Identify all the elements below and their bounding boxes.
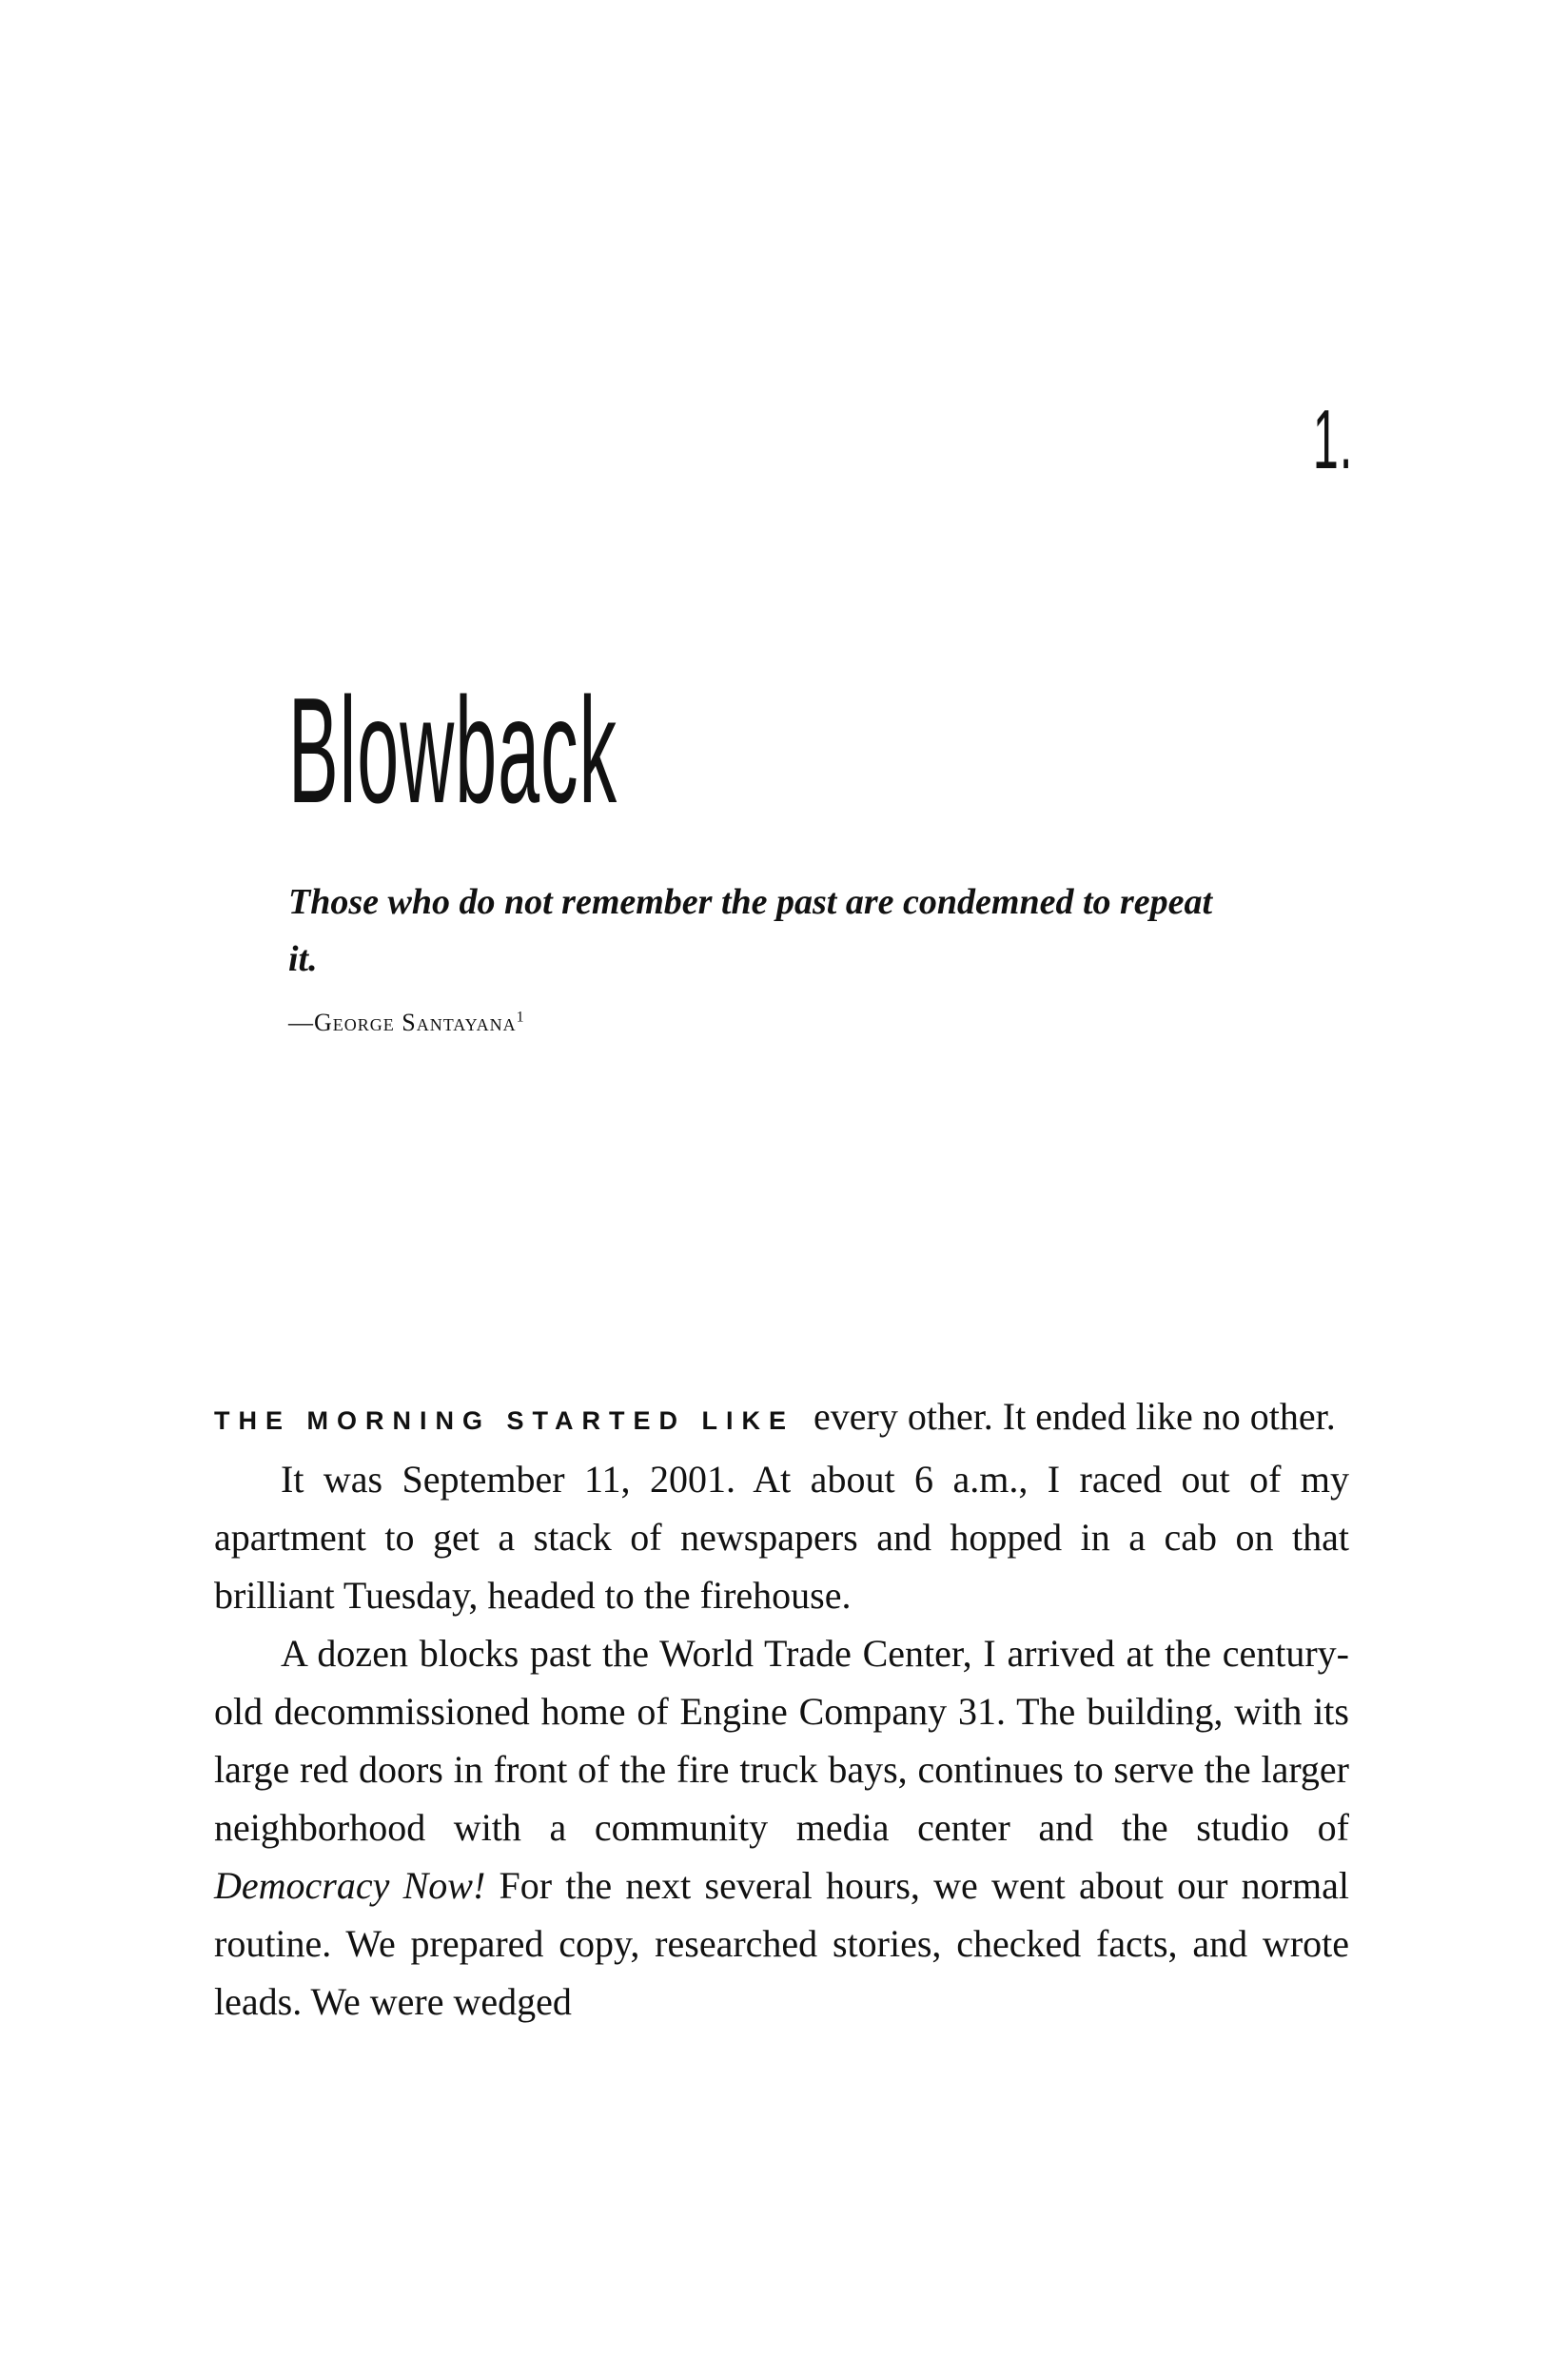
footnote-marker: 1 [516, 1009, 525, 1026]
paragraph-1-text: every other. It ended like no other. [804, 1395, 1336, 1438]
paragraph-3-text-b: For the next several hours, we went about our normal routine. We prepared copy, researched stories, checked facts, and wrote leads. We were wedged [214, 1864, 1349, 2023]
epigraph-quote: Those who do not remember the past are condemned to repeat it. [288, 882, 1213, 979]
paragraph-2: It was September 11, 2001. At about 6 a.m., I raced out of my apartment to get a stack of newspapers and hopped in a cab on that brilliant Tuesday, headed to the firehouse. [214, 1458, 1349, 1617]
chapter-number: 1. [1312, 392, 1353, 486]
epigraph-author: —George Santayana [288, 1009, 517, 1036]
body-text [214, 1387, 1349, 2031]
epigraph-attribution [288, 1009, 1335, 1037]
chapter-title: Blowback [288, 667, 618, 834]
program-title: Democracy Now! [214, 1864, 486, 1907]
lead-in: THE MORNING STARTED LIKE [214, 1406, 794, 1435]
epigraph [288, 874, 1335, 1037]
paragraph-3-text-a: A dozen blocks past the World Trade Center, I arrived at the century-old decommissioned home of Engine Company 31. The building, with its large red doors in front of the fire truck bays, continues to serve the larger neighborhood with a community media center and the studio of [214, 1632, 1349, 1849]
paragraph-3 [214, 1624, 1349, 2031]
paragraph-1 [214, 1387, 1349, 1450]
